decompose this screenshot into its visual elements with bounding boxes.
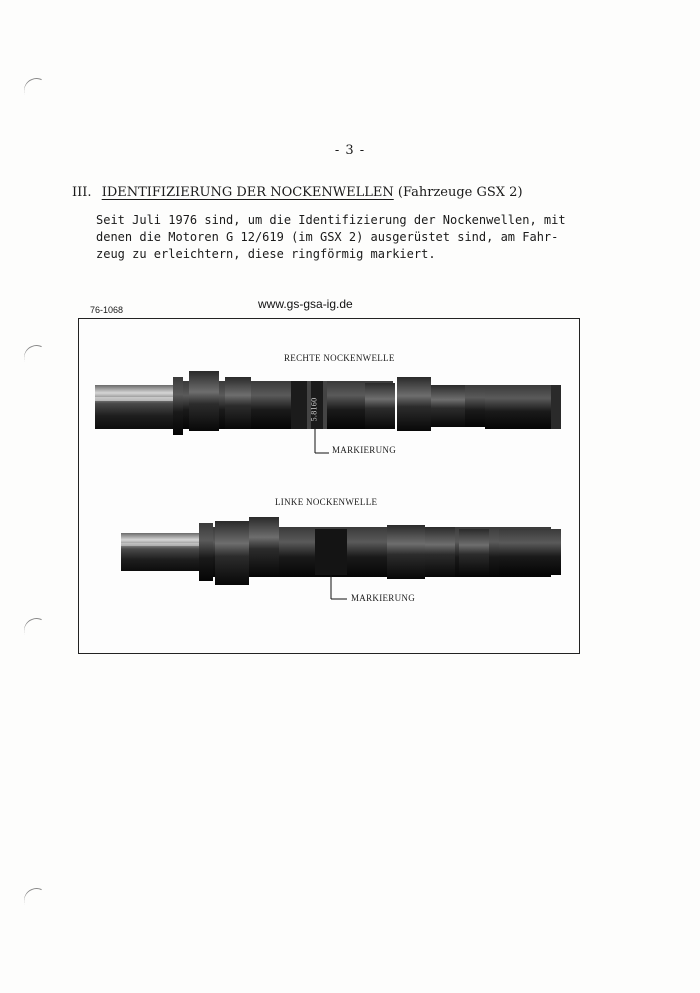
stamped-part-number: 5.8160 — [309, 397, 319, 422]
punch-hole-mark — [20, 74, 52, 106]
page-number: - 3 - — [334, 143, 366, 158]
right-camshaft-label: RECHTE NOCKENWELLE — [284, 353, 395, 363]
intro-paragraph — [96, 212, 616, 263]
marker-label-left: MARKIERUNG — [351, 593, 416, 603]
camshaft-illustration — [79, 319, 579, 653]
right-camshaft — [95, 371, 561, 453]
section-qualifier: (Fahrzeuge GSX 2) — [397, 185, 523, 200]
camshaft-figure — [78, 318, 580, 654]
intro-line: zeug zu erleichtern, diese ringförmig markiert. — [96, 247, 436, 261]
intro-line: denen die Motoren G 12/619 (im GSX 2) ausgerüstet sind, am Fahr- — [96, 230, 559, 244]
marker-label-right: MARKIERUNG — [332, 445, 397, 455]
punch-hole-mark — [20, 341, 52, 373]
punch-hole-mark — [20, 884, 52, 916]
punch-hole-mark — [20, 614, 52, 646]
website-watermark: www.gs-gsa-ig.de — [258, 297, 353, 311]
section-title: IDENTIFIZIERUNG DER NOCKENWELLEN — [101, 185, 394, 200]
section-number: III. — [72, 185, 92, 200]
left-camshaft — [121, 517, 561, 599]
figure-code: 76-1068 — [90, 305, 124, 315]
intro-line: Seit Juli 1976 sind, um die Identifizierung der Nockenwellen, mit — [96, 213, 566, 227]
left-camshaft-label: LINKE NOCKENWELLE — [275, 497, 378, 507]
section-heading — [72, 185, 523, 200]
